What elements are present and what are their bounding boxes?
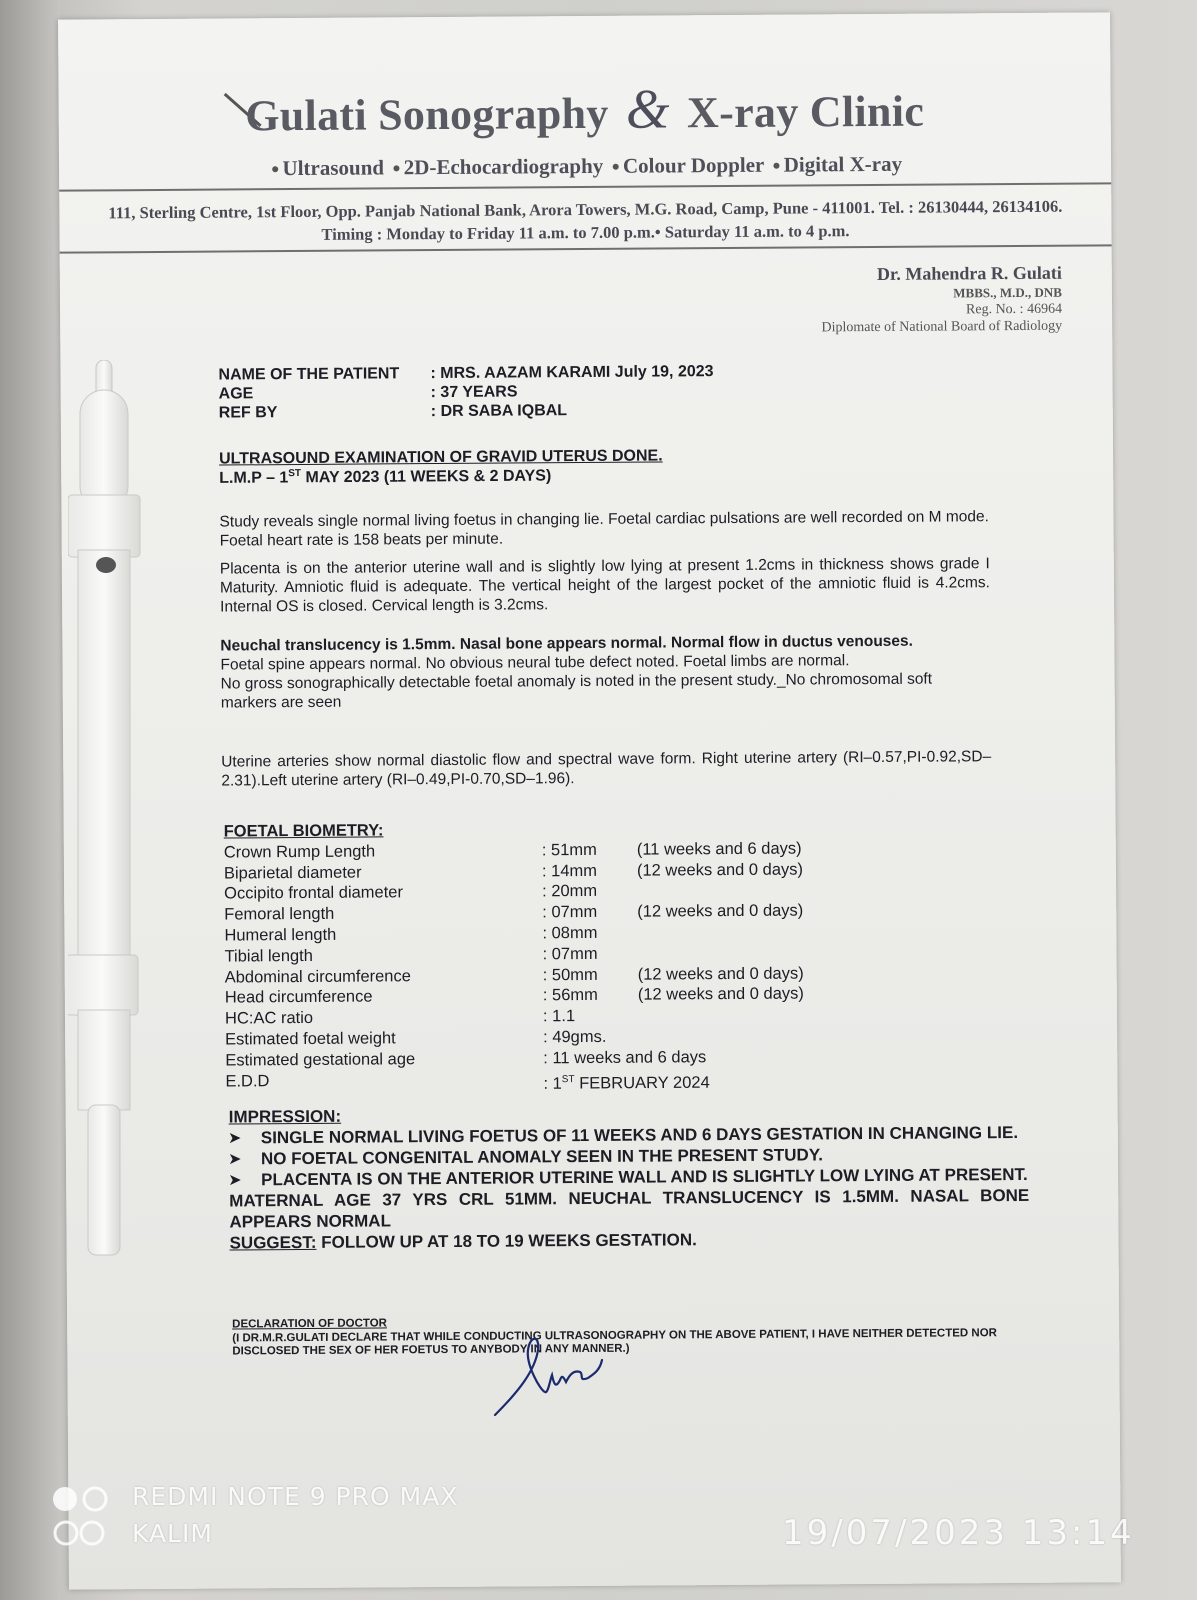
lmp-prefix: L.M.P – 1 bbox=[219, 469, 289, 487]
exam-title: ULTRASOUND EXAMINATION OF GRAVID UTERUS DONE. bbox=[219, 447, 663, 468]
clinic-name bbox=[58, 74, 1110, 145]
edd-value: : 1ST FEBRUARY 2024 bbox=[543, 1073, 710, 1093]
syringe-image bbox=[68, 360, 144, 1260]
clinic-timing: Timing : Monday to Friday 11 a.m. to 7.00 p.m.• Saturday 11 a.m. to 4 p.m. bbox=[321, 221, 850, 244]
declaration-title: DECLARATION OF DOCTOR bbox=[232, 1317, 387, 1331]
bullet-icon: ● bbox=[611, 159, 621, 175]
doctor-block bbox=[821, 263, 1062, 337]
foetal-biometry bbox=[224, 817, 805, 1091]
suggest-text: FOLLOW UP AT 18 TO 19 WEEKS GESTATION. bbox=[316, 1230, 697, 1252]
suggest-line bbox=[229, 1227, 1029, 1254]
biometry-row: Occipito frontal diameter : 20mm bbox=[224, 882, 598, 903]
declaration-text: (I DR.M.R.GULATI DECLARE THAT WHILE CONDUCTING ULTRASONOGRAPHY ON THE ABOVE PATIENT, I HAVE NEITHER DETECTED NOR DISCLOSED THE SEX OF HER FOETUS TO ANYBODY IN ANY MANNER.) bbox=[232, 1326, 997, 1358]
edd-row bbox=[225, 1067, 804, 1092]
biometry-row: Humeral length : 08mm bbox=[224, 923, 598, 945]
lmp-line bbox=[219, 465, 663, 487]
biometry-row: Crown Rump Length : 51mm (11 weeks and 6 days) bbox=[223, 839, 802, 862]
arrow-bullet-icon: ➤ bbox=[229, 1171, 241, 1188]
edd-label: E.D.D bbox=[225, 1071, 270, 1091]
suggest-label: SUGGEST: bbox=[229, 1232, 317, 1253]
impression-bullet: ➤ SINGLE NORMAL LIVING FOETUS OF 11 WEEKS AND 6 DAYS GESTATION IN CHANGING LIE. bbox=[228, 1122, 1019, 1148]
finding-para-4: Uterine arteries show normal diastolic flow and spectral wave form. Right uterine artery (RI–0.57,PI-0.92,SD–2.31).Left uterine artery (RI–0.49,PI-0.70,SD–1.96). bbox=[221, 748, 992, 790]
patient-info bbox=[218, 362, 713, 422]
patient-age-value: : 37 YEARS bbox=[430, 383, 518, 402]
lmp-suffix: MAY 2023 (11 WEEKS & 2 DAYS) bbox=[301, 467, 552, 487]
lmp-sup: ST bbox=[288, 467, 302, 480]
maternal-line: MATERNAL AGE 37 YRS CRL 51MM. NEUCHAL TRANSLUCENCY IS 1.5MM. NASAL BONE APPEARS NORMAL bbox=[229, 1185, 1030, 1232]
service-xray: Digital X-ray bbox=[783, 151, 903, 177]
impression-bullet: ➤ PLACENTA IS ON THE ANTERIOR UTERINE WALL AND IS SLIGHTLY LOW LYING AT PRESENT. bbox=[229, 1164, 1028, 1190]
doctor-reg: Reg. No. : 46964 bbox=[965, 301, 1063, 318]
watermark-user: KALIM bbox=[132, 1519, 213, 1548]
patient-ref-value: : DR SABA IQBAL bbox=[430, 402, 568, 421]
patient-name-label: NAME OF THE PATIENT bbox=[218, 365, 400, 384]
biometry-row: Estimated gestational age : 11 weeks and 6 days bbox=[225, 1047, 707, 1070]
clinic-address: 111, Sterling Centre, 1st Floor, Opp. Panjab National Bank, Arora Towers, M.G. Road, Camp, Pune - 411001. Tel. : 26130444, 26134106. bbox=[108, 196, 1063, 223]
finding-para-1: Study reveals single normal living foetus in changing lie. Foetal cardiac pulsations are well recorded on M mode. Foetal heart rate is 158 beats per minute. bbox=[219, 508, 989, 550]
anomaly-line: No gross sonographically detectable foetal anomaly is noted in the present study._No chromosomal soft markers are seen bbox=[220, 670, 933, 712]
biometry-row: Head circumference : 56mm (12 weeks and 0 days) bbox=[224, 984, 804, 1007]
finding-para-3 bbox=[220, 631, 991, 712]
patient-age-label: AGE bbox=[218, 385, 254, 403]
left-shadow bbox=[0, 0, 60, 1600]
nt-line: Neuchal translucency is 1.5mm. Nasal bone appears normal. Normal flow in ductus venouses. bbox=[220, 632, 913, 655]
impression-title: IMPRESSION: bbox=[228, 1106, 342, 1127]
biometry-row: Femoral length : 07mm (12 weeks and 0 days) bbox=[224, 901, 804, 924]
bullet-icon: ● bbox=[772, 158, 781, 174]
patient-ref-label: REF BY bbox=[218, 404, 278, 422]
services-line bbox=[59, 150, 1111, 182]
doctor-name: Dr. Mahendra R. Gulati bbox=[876, 262, 1062, 284]
declaration bbox=[232, 1313, 1012, 1359]
clinic-name-part1: Gulati Sonography bbox=[245, 88, 609, 141]
biometry-row: Tibial length : 07mm bbox=[224, 944, 598, 966]
doctor-signature bbox=[490, 1330, 610, 1420]
biometry-row: HC:AC ratio : 1.1 bbox=[224, 1007, 576, 1028]
biometry-row: Abdominal circumference : 50mm (12 weeks and 0 days) bbox=[224, 964, 804, 987]
bullet-icon: ● bbox=[392, 161, 401, 177]
biometry-row: Estimated foetal weight : 49gms. bbox=[225, 1027, 607, 1049]
camera-watermark-logo bbox=[50, 1483, 112, 1549]
header-divider-top bbox=[59, 182, 1111, 191]
service-ultrasound: Ultrasound bbox=[282, 155, 385, 181]
impression-bullet: ➤ NO FOETAL CONGENITAL ANOMALY SEEN IN THE PRESENT STUDY. bbox=[228, 1145, 824, 1169]
watermark-datetime: 19/07/2023 13:14 bbox=[782, 1513, 1135, 1553]
arrow-bullet-icon: ➤ bbox=[228, 1150, 241, 1167]
patient-name-value: : MRS. AAZAM KARAMI July 19, 2023 bbox=[430, 363, 714, 383]
biometry-title: FOETAL BIOMETRY: bbox=[223, 821, 384, 841]
header-divider-bottom bbox=[60, 244, 1112, 253]
watermark-device: REDMI NOTE 9 PRO MAX bbox=[132, 1482, 459, 1511]
service-doppler: Colour Doppler bbox=[622, 152, 765, 178]
finding-para-2: Placenta is on the anterior uterine wall and is slightly low lying at present 1.2cms in thickness shows grade I Maturity. Amniotic fluid is adequate. The vertical height of the largest pocket of the amniotic fluid is 4.2cms. Internal OS is closed. Cervical length is 3.2cms. bbox=[219, 555, 991, 616]
doctor-diploma: Diplomate of National Board of Radiology bbox=[821, 318, 1063, 336]
exam-heading bbox=[219, 447, 663, 487]
doctor-degrees: MBBS., M.D., DNB bbox=[953, 284, 1062, 301]
arrow-bullet-icon: ➤ bbox=[228, 1129, 241, 1146]
spine-line: Foetal spine appears normal. No obvious neural tube defect noted. Foetal limbs are normal. bbox=[220, 652, 850, 674]
biometry-row: Biparietal diameter : 14mm (12 weeks and 0 days) bbox=[223, 860, 804, 883]
bullet-icon: ● bbox=[270, 162, 280, 178]
clinic-ampersand: & bbox=[625, 78, 670, 141]
impression bbox=[229, 1101, 1030, 1254]
service-echo: 2D-Echocardiography bbox=[403, 153, 604, 180]
clinic-name-part2: X-ray Clinic bbox=[686, 86, 925, 138]
